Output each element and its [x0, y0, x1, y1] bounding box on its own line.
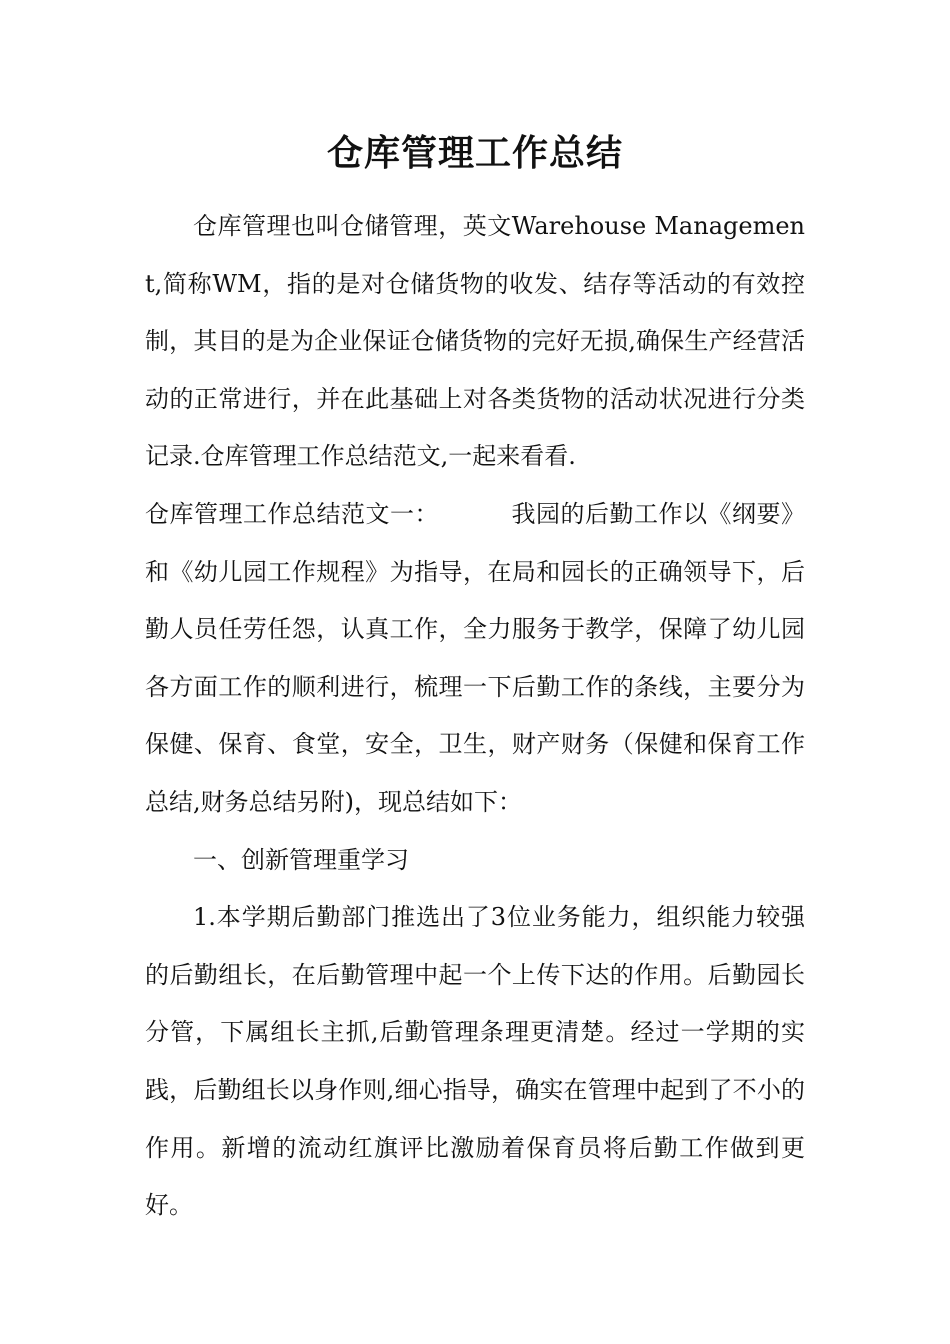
document-body [145, 198, 805, 1235]
section-one-heading: 一、创新管理重学习 [193, 845, 409, 874]
document-title: 仓库管理工作总结 [326, 132, 623, 174]
sample-one-text: 我园的后勤工作以《纲要》和《幼儿园工作规程》为指导，在局和园长的正确领导下，后勤人员任劳任怨，认真工作，全力服务于教学，保障了幼儿园各方面工作的顺利进行，梳理一下后勤工作的条线，主要分为保健、保育、食堂，安全，卫生，财产财务（保健和保育工作总结,财务总结另附)，现总结如下： [145, 499, 805, 816]
item-one-paragraph: 1.本学期后勤部门推选出了3位业务能力，组织能力较强的后勤组长，在后勤管理中起一个上传下达的作用。后勤园长分管，下属组长主抓,后勤管理条理更清楚。经过一学期的实践，后勤组长以身作则,细心指导，确实在管理中起到了不小的作用。新增的流动红旗评比激励着保育员将后勤工作做到更好。 [145, 903, 805, 1220]
intro-paragraph: 仓库管理也叫仓储管理，英文Warehouse Management,简称WM，指的是对仓储货物的收发、结存等活动的有效控制，其目的是为企业保证仓储货物的完好无损,确保生产经营活动的正常进行，并在此基础上对各类货物的活动状况进行分类记录.仓库管理工作总结范文,一起来看看. [145, 212, 805, 471]
sample-one-paragraph [145, 486, 805, 832]
sample-one-heading: 仓库管理工作总结范文一： [145, 499, 439, 528]
